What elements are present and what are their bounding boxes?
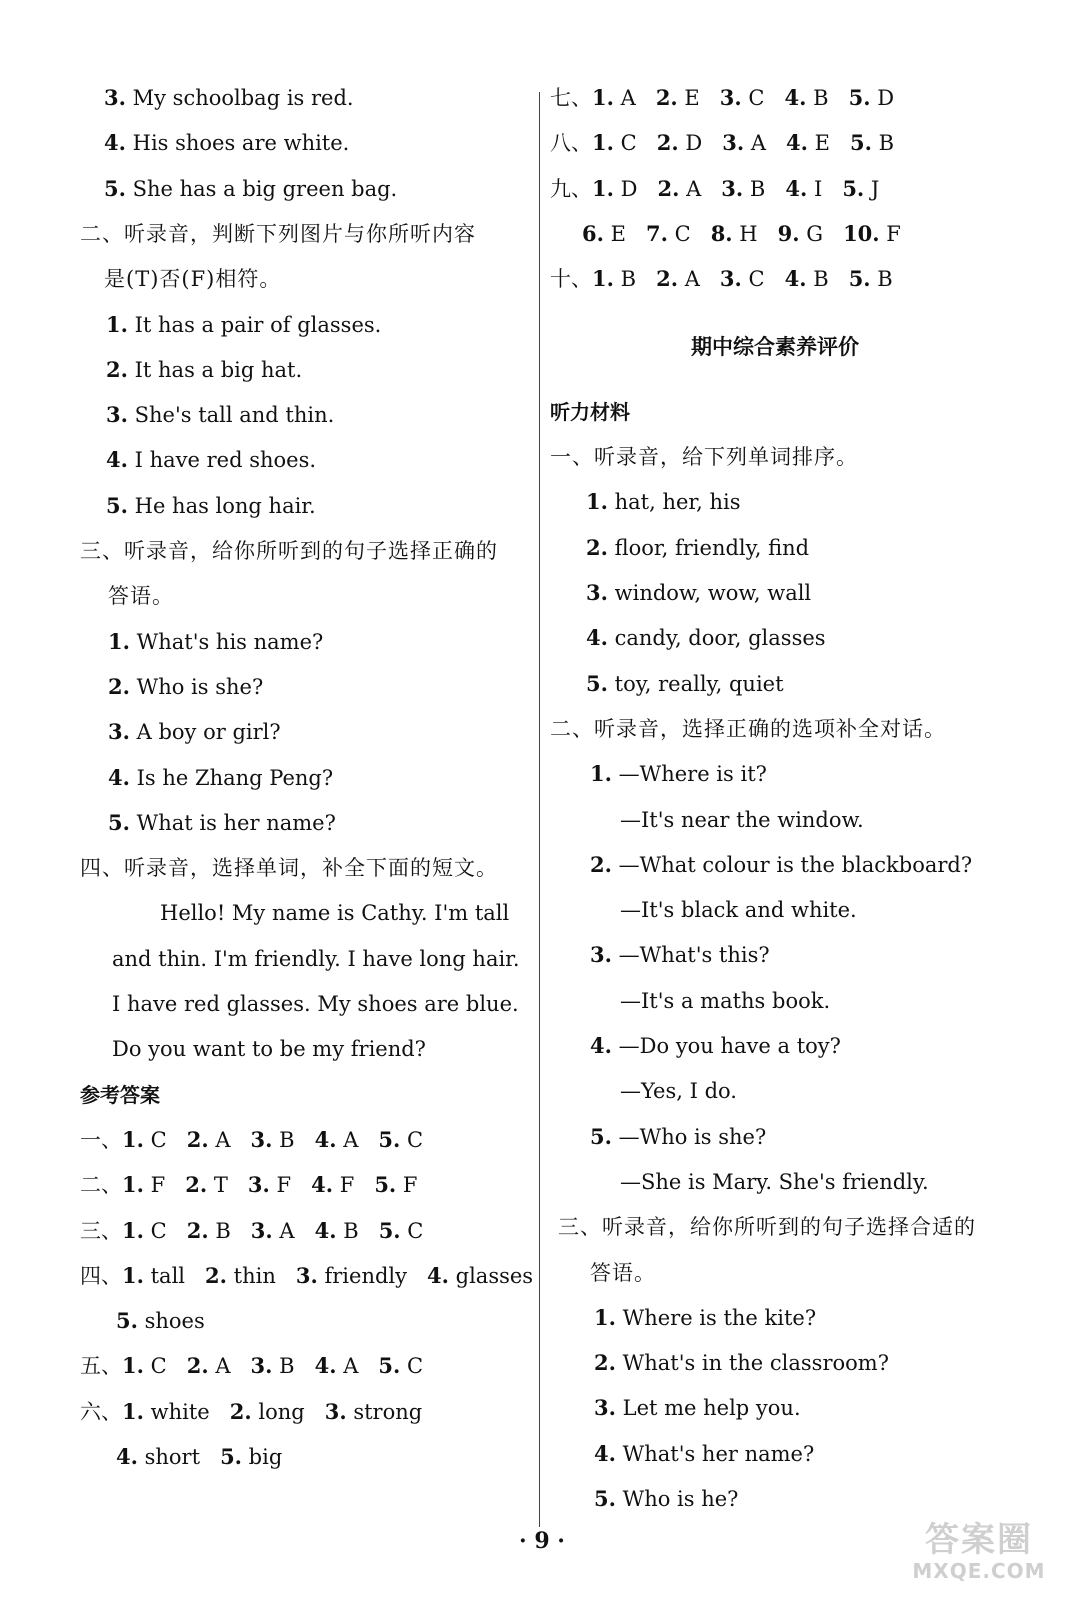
answer-line: 三、1. C 2. B 3. A 4. B 5. C (80, 1217, 424, 1243)
numbered-line (590, 1123, 766, 1151)
item-text: What's his name? (136, 629, 324, 654)
text-line: —It's a maths book. (620, 988, 831, 1013)
numbered-line (590, 941, 770, 969)
item-number: 2. (594, 1350, 616, 1376)
item-text: floor, friendly, find (614, 535, 810, 560)
text-line: —She is Mary. She's friendly. (620, 1169, 929, 1194)
numbered-line (590, 1032, 841, 1060)
page-number: · 9 · (519, 1528, 565, 1554)
text-line: and thin. I'm friendly. I have long hair. (112, 946, 520, 971)
item-text: —What's this? (618, 943, 770, 968)
item-number: 1. (586, 489, 608, 515)
answer-line: 四、1. tall 2. thin 3. friendly 4. glasses (80, 1262, 534, 1288)
numbered-line (108, 764, 333, 792)
item-number: 2. (106, 356, 128, 382)
item-number: 4. (586, 625, 608, 651)
answer-line: 6. E 7. C 8. H 9. G 10. F (582, 220, 901, 246)
numbered-line (106, 401, 334, 429)
text-line: —It's near the window. (620, 807, 864, 832)
answer-line: 4. short 5. big (116, 1444, 283, 1469)
item-text: Is he Zhang Peng? (136, 765, 334, 790)
numbered-line (586, 579, 811, 607)
numbered-line (106, 356, 302, 384)
column-divider (539, 92, 540, 1527)
item-number: 1. (590, 761, 612, 787)
item-number: 3. (106, 402, 128, 428)
numbered-line (590, 760, 767, 788)
item-number: 3. (586, 580, 608, 605)
item-text: Who is she? (136, 674, 264, 699)
section-title: 期中综合素养评价 (691, 334, 859, 359)
item-text: —Who is she? (618, 1124, 767, 1149)
numbered-line (586, 488, 741, 516)
text-line: I have red glasses. My shoes are blue. (112, 992, 519, 1016)
item-text: What's in the classroom? (622, 1351, 889, 1376)
item-text: Where is the kite? (622, 1305, 817, 1330)
item-text: window, wow, wall (614, 581, 812, 605)
item-text: A boy or girl? (136, 720, 281, 745)
item-number: 4. (594, 1440, 616, 1466)
item-text: —Where is it? (618, 762, 767, 787)
item-text: —Do you have a toy? (618, 1034, 841, 1058)
numbered-line (104, 175, 397, 203)
item-number: 4. (104, 130, 126, 156)
section-heading: 二、听录音，选择正确的选项补全对话。 (550, 716, 946, 741)
numbered-line (586, 624, 826, 652)
section-heading: 四、听录音，选择单词，补全下面的短文。 (80, 856, 498, 881)
item-number: 5. (104, 175, 126, 201)
numbered-line (586, 670, 784, 698)
item-text: candy, door, glasses (614, 626, 826, 651)
item-number: 1. (594, 1304, 616, 1330)
numbered-line (594, 1304, 816, 1332)
item-text: His shoes are white. (132, 131, 350, 156)
item-text: My schoolbag is red. (132, 86, 354, 110)
numbered-line (594, 1394, 801, 1422)
subsection-title: 参考答案 (80, 1082, 160, 1107)
section-heading: 三、听录音，给你所听到的句子选择合适的 (558, 1215, 976, 1240)
answer-line: 5. shoes (116, 1308, 205, 1334)
text-line: —Yes, I do. (620, 1079, 737, 1104)
item-text: He has long hair. (134, 493, 316, 518)
answer-line: 六、1. white 2. long 3. strong (80, 1398, 423, 1424)
item-text: toy, really, quiet (614, 671, 784, 696)
item-text: Let me help you. (622, 1396, 801, 1421)
answer-line: 五、1. C 2. A 3. B 4. A 5. C (80, 1353, 424, 1379)
numbered-line (108, 809, 336, 837)
item-number: 3. (108, 719, 130, 745)
numbered-line (108, 718, 281, 746)
item-number: 4. (106, 447, 128, 473)
answer-line: 十、1. B 2. A 3. C 4. B 5. B (550, 266, 893, 292)
item-number: 5. (586, 670, 608, 696)
numbered-line (594, 1440, 814, 1468)
numbered-line (108, 628, 323, 656)
item-text: hat, her, his (614, 490, 741, 515)
numbered-line (594, 1349, 889, 1377)
watermark-logo (904, 1520, 1054, 1590)
item-number: 4. (590, 1033, 612, 1058)
numbered-line (104, 129, 349, 157)
answer-line: 二、1. F 2. T 3. F 4. F 5. F (80, 1172, 418, 1198)
section-heading: 答语。 (590, 1260, 656, 1285)
numbered-line (106, 311, 381, 339)
section-heading: 一、听录音，给下列单词排序。 (550, 445, 858, 470)
text-line: Do you want to be my friend? (112, 1037, 426, 1062)
numbered-line (106, 446, 316, 474)
answer-line: 一、1. C 2. A 3. B 4. A 5. C (80, 1126, 424, 1152)
item-text: —What colour is the blackboard? (618, 852, 973, 877)
item-number: 3. (590, 942, 612, 968)
item-text: What's her name? (622, 1441, 815, 1466)
item-number: 2. (108, 673, 130, 699)
section-heading: 三、听录音，给你所听到的句子选择正确的 (80, 539, 498, 563)
item-text: It has a pair of glasses. (134, 312, 382, 337)
item-number: 2. (586, 534, 608, 560)
answer-line: 九、1. D 2. A 3. B 4. I 5. J (550, 175, 880, 201)
item-number: 1. (108, 628, 130, 654)
item-text: It has a big hat. (134, 357, 303, 382)
watermark-url: MXQE.COM (912, 1559, 1046, 1583)
answer-line: 七、1. A 2. E 3. C 4. B 5. D (550, 85, 895, 110)
subsection-title: 听力材料 (550, 399, 630, 424)
text-line: —It's black and white. (620, 898, 857, 923)
item-number: 5. (106, 492, 128, 518)
item-number: 3. (594, 1395, 616, 1421)
item-text: Who is he? (622, 1487, 739, 1511)
numbered-line (586, 534, 809, 562)
item-number: 1. (106, 311, 128, 337)
section-heading: 答语。 (108, 584, 174, 609)
item-text: What is her name? (136, 810, 336, 835)
item-text: She's tall and thin. (134, 403, 335, 428)
item-number: 2. (590, 851, 612, 877)
numbered-line (106, 492, 316, 520)
numbered-line (594, 1485, 738, 1513)
watermark-text: 答案圈 (925, 1520, 1033, 1560)
item-text: She has a big green bag. (132, 176, 398, 201)
numbered-line (108, 673, 263, 701)
numbered-line (104, 84, 354, 112)
item-text: I have red shoes. (134, 448, 317, 473)
item-number: 5. (594, 1486, 616, 1511)
answer-line: 八、1. C 2. D 3. A 4. E 5. B (550, 130, 895, 156)
item-number: 5. (590, 1123, 612, 1149)
text-line: Hello! My name is Cathy. I'm tall (160, 901, 510, 926)
section-heading: 是(T)否(F)相符。 (104, 267, 282, 292)
item-number: 3. (104, 85, 126, 110)
item-number: 5. (108, 809, 130, 835)
numbered-line (590, 851, 972, 879)
item-number: 4. (108, 764, 130, 790)
section-heading: 二、听录音，判断下列图片与你所听内容 (80, 221, 476, 246)
